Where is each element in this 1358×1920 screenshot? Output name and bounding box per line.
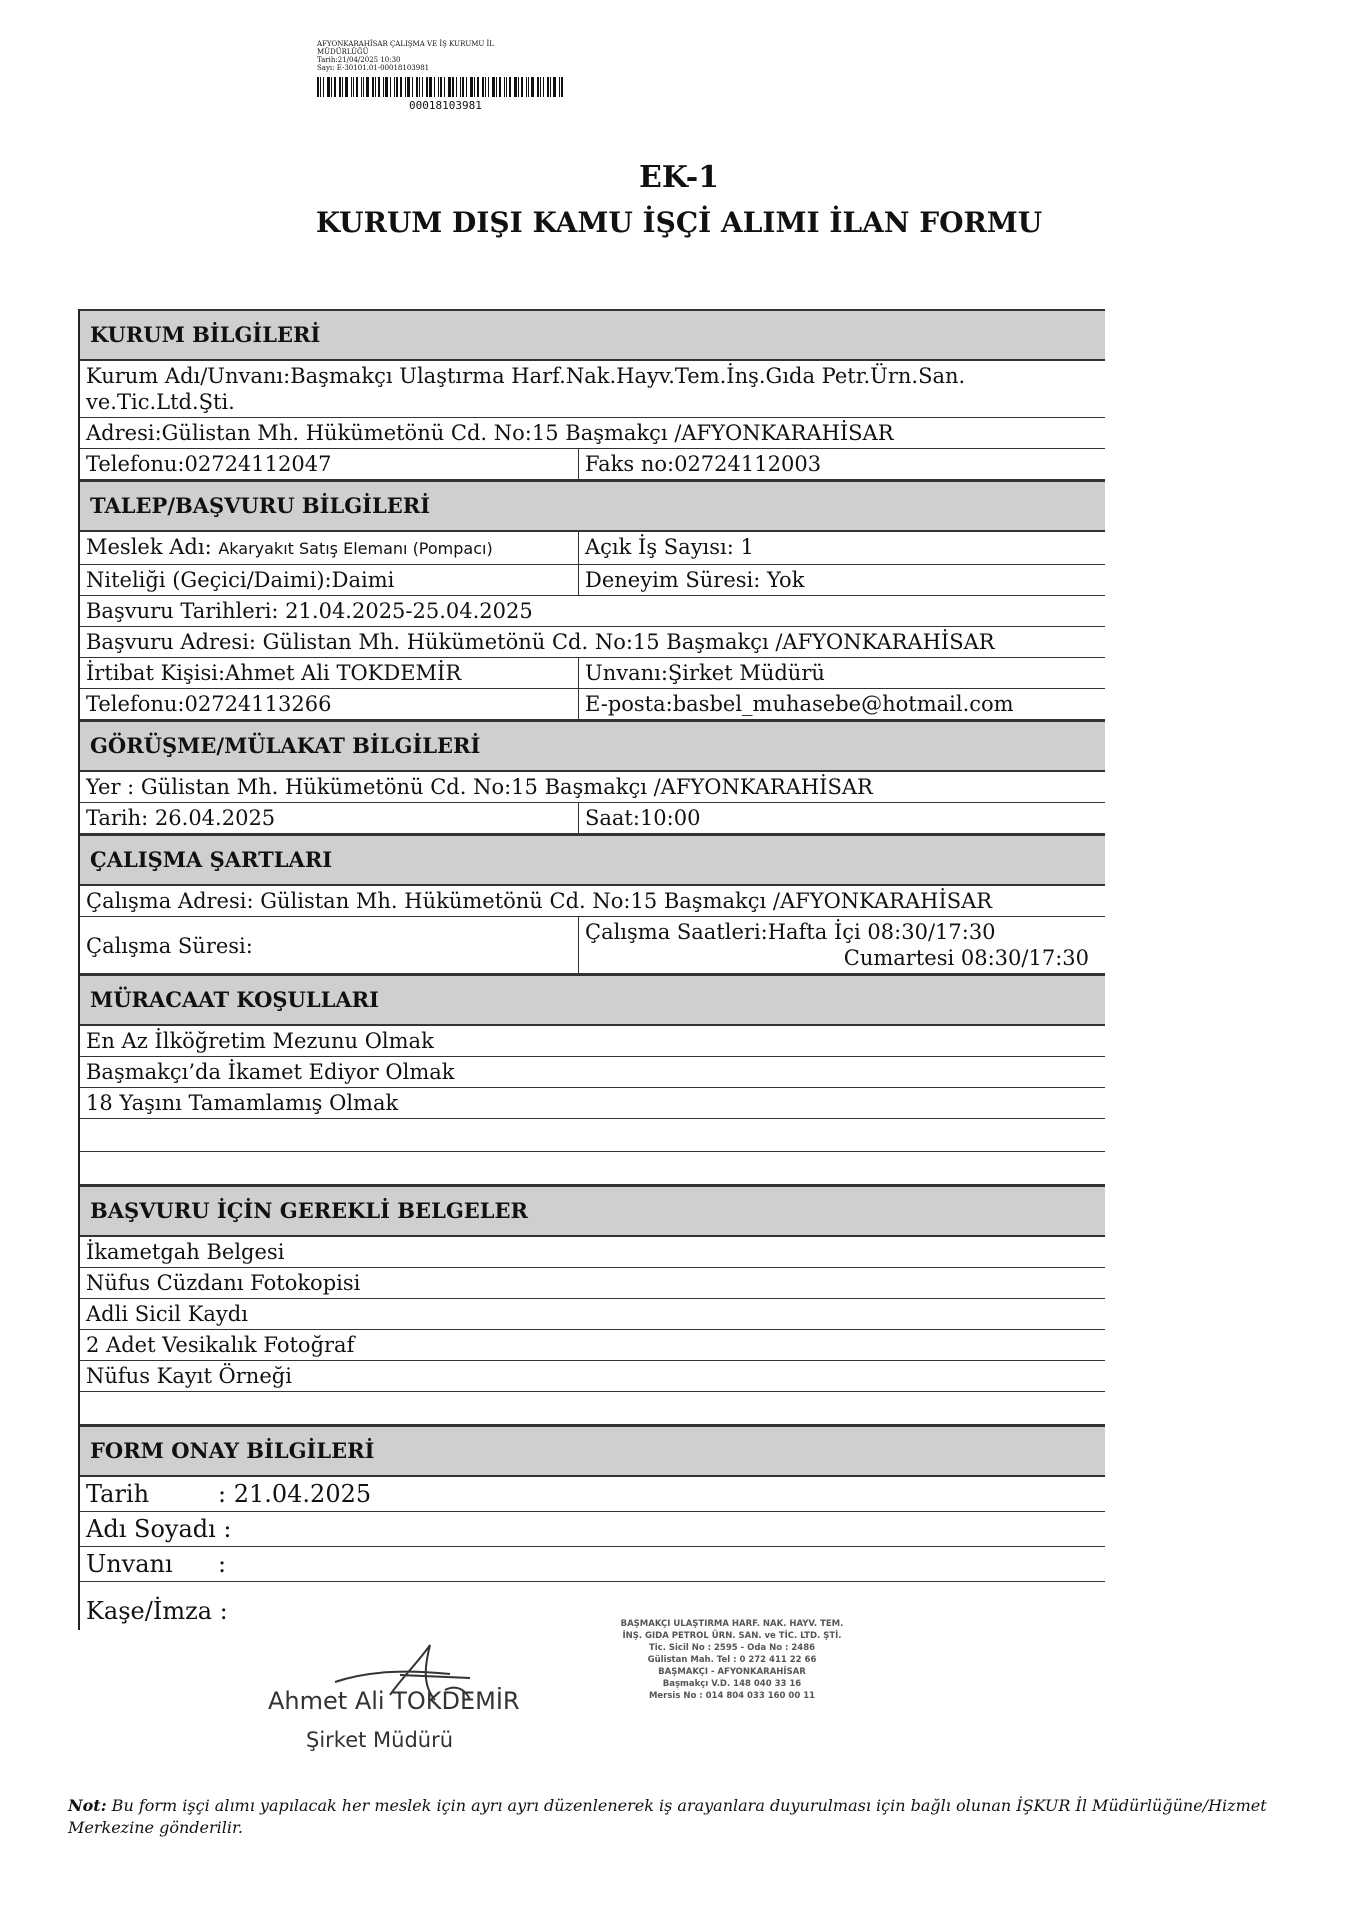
annex-label: EK-1 (638, 160, 720, 195)
barcode-bar (514, 77, 517, 97)
company-stamp-line: BAŞMAKÇI - AFYONKARAHİSAR (658, 1667, 806, 1677)
onay-tarih-value: : 21.04.2025 (218, 1480, 372, 1508)
kurum-name: Kurum Adı/Unvanı:Başmakçı Ulaştırma Harf.Nak.Hayv.Tem.İnş.Gıda Petr.Ürn.San. ve.Tic.Ltd.Şti. (86, 364, 966, 414)
barcode-bar (452, 77, 454, 97)
company-stamp-line: BAŞMAKÇI ULAŞTIRMA HARF. NAK. HAYV. TEM. (620, 1619, 844, 1629)
kurum-fax: Faks no:02724112003 (585, 452, 822, 476)
barcode-bar (327, 77, 330, 97)
belge-item: Nüfus Kayıt Örneği (86, 1364, 292, 1388)
barcode-bar (356, 77, 358, 97)
irtibat-telefon: Telefonu:02724113266 (80, 689, 579, 719)
gorusme-tarih: Tarih: 26.04.2025 (80, 803, 579, 833)
barcode-bar (345, 77, 348, 97)
barcode-bar (521, 77, 523, 97)
barcode-bar (526, 77, 527, 97)
onay-unvan-label: Unvanı (86, 1550, 173, 1578)
stamp-line: Sayı: E-30101.01-00018103981 (317, 64, 430, 72)
company-stamp-line: Tic. Sicil No : 2595 - Oda No : 2486 (648, 1643, 816, 1653)
muracaat-item: En Az İlköğretim Mezunu Olmak (86, 1029, 434, 1053)
barcode-bar (429, 77, 432, 97)
barcode-bar (506, 77, 507, 97)
calisma-adresi: Çalışma Adresi: Gülistan Mh. Hükümetönü Cd. No:15 Başmakçı /AFYONKARAHİSAR (86, 889, 993, 913)
barcode-bar (561, 77, 563, 97)
barcode-bar (405, 77, 406, 97)
kurum-address: Adresi:Gülistan Mh. Hükümetönü Cd. No:15 Başmakçı /AFYONKARAHİSAR (86, 421, 894, 445)
blank-row (80, 1152, 1105, 1185)
barcode-bar (412, 77, 413, 97)
barcode-bar (474, 77, 475, 97)
basvuru-adresi: Başvuru Adresi: Gülistan Mh. Hükümetönü Cd. No:15 Başmakçı /AFYONKARAHİSAR (86, 630, 995, 654)
onay-tarih-label: Tarih (86, 1480, 150, 1508)
section-kurum: KURUM BİLGİLERİ (80, 309, 1105, 361)
blank-row (80, 1119, 1105, 1152)
barcode-bar (531, 77, 534, 97)
barcode-bar (372, 77, 374, 97)
barcode-bar (440, 77, 442, 97)
stamp-line: Tarih:21/04/2025 10:30 (317, 56, 401, 64)
barcode-bar (375, 77, 376, 97)
barcode-bar (550, 77, 551, 97)
barcode-bar (482, 77, 484, 97)
basvuru-tarihleri: Başvuru Tarihleri: 21.04.2025-25.04.2025 (86, 599, 533, 623)
barcode-bar (320, 77, 321, 97)
barcode-bar (361, 77, 362, 97)
company-stamp-line: Mersis No : 014 804 033 160 00 11 (648, 1691, 816, 1701)
barcode-bar (553, 77, 556, 97)
barcode-bar (540, 77, 541, 97)
barcode-bar (363, 77, 364, 97)
section-belgeler: BAŞVURU İÇİN GEREKLİ BELGELER (80, 1185, 1105, 1237)
onay-kase-label: Kaşe/İmza : (86, 1597, 228, 1625)
calisma-saatleri-cumartesi: Cumartesi 08:30/17:30 (843, 946, 1089, 970)
barcode-bar (504, 77, 505, 97)
barcode-number: 00018103981 (409, 99, 482, 112)
irtibat-unvan: Unvanı:Şirket Müdürü (585, 661, 825, 685)
barcode-bar (438, 77, 439, 97)
form-table (78, 309, 1105, 1630)
onay-adsoyad-label: Adı Soyadı : (86, 1515, 232, 1543)
barcode-bar (466, 77, 467, 97)
section-calisma: ÇALIŞMA ŞARTLARI (80, 834, 1105, 886)
barcode-bar (378, 77, 380, 97)
barcode-bar (426, 77, 428, 97)
barcode-bar (419, 77, 420, 97)
barcode-bar (390, 77, 391, 97)
meslek-value: Akaryakıt Satış Elemanı (Pompacı) (218, 539, 493, 558)
section-muracaat: MÜRACAAT KOŞULLARI (80, 974, 1105, 1026)
gorusme-yer: Yer : Gülistan Mh. Hükümetönü Cd. No:15 Başmakçı /AFYONKARAHİSAR (86, 775, 873, 799)
barcode-bar (400, 77, 402, 97)
blank-row (80, 1392, 1105, 1425)
barcode-bar (528, 77, 529, 97)
section-onay: FORM ONAY BİLGİLERİ (80, 1425, 1105, 1477)
barcode-bar (394, 77, 395, 97)
irtibat-eposta: E-posta:basbel_muhasebe@hotmail.com (585, 692, 1014, 716)
barcode-bar (334, 77, 336, 97)
acik-is-sayisi: Açık İş Sayısı: 1 (585, 535, 754, 559)
stamp-line: AFYONKARAHİSAR ÇALIŞMA VE İŞ KURUMU İL (317, 40, 494, 48)
stamp-line: MÜDÜRLÜĞÜ (317, 48, 369, 56)
barcode-bar (366, 77, 369, 97)
barcode-bar (353, 77, 354, 97)
belge-item: Adli Sicil Kaydı (86, 1302, 248, 1326)
footnote (68, 1795, 1268, 1839)
approval-block (80, 1477, 1105, 1630)
handwritten-title: Şirket Müdürü (306, 1728, 454, 1752)
barcode-bar (434, 77, 435, 97)
section-gorusme: GÖRÜŞME/MÜLAKAT BİLGİLERİ (80, 720, 1105, 772)
barcode-bar (331, 77, 332, 97)
barcode-bar (385, 77, 388, 97)
section-talep: TALEP/BAŞVURU BİLGİLERİ (80, 480, 1105, 532)
signature (330, 1640, 490, 1710)
company-stamp-line: Gülistan Mah. Tel : 0 272 411 22 66 (647, 1655, 817, 1665)
document-stamp (317, 40, 597, 112)
footnote-text: Bu form işçi alımı yapılacak her meslek için ayrı ayrı düzenlenerek iş arayanlara duyurulması için bağlı olunan İŞKUR İl Müdürlüğüne/Hizmet Merkezine gönderilir. (68, 1796, 1267, 1837)
barcode-bar (509, 77, 511, 97)
barcode-bar (422, 77, 423, 97)
barcode-bar (543, 77, 544, 97)
barcode-bar (407, 77, 410, 97)
barcode-bar (462, 77, 464, 97)
muracaat-item: 18 Yaşını Tamamlamış Olmak (86, 1091, 399, 1115)
calisma-suresi: Çalışma Süresi: (80, 917, 579, 973)
nitelik: Niteliği (Geçici/Daimi):Daimi (80, 565, 579, 595)
barcode-bar (317, 77, 319, 97)
meslek-label: Meslek Adı: (86, 535, 212, 559)
barcode-bar (492, 77, 495, 97)
barcode-bar (470, 77, 473, 97)
form-title: KURUM DIŞI KAMU İŞÇİ ALIMI İLAN FORMU (315, 206, 1043, 239)
barcode-bar (518, 77, 519, 97)
calisma-saatleri-hafta: Çalışma Saatleri:Hafta İçi 08:30/17:30 (585, 920, 996, 944)
barcode (317, 77, 597, 97)
belge-item: Nüfus Cüzdanı Fotokopisi (86, 1271, 361, 1295)
barcode-bar (416, 77, 418, 97)
barcode-bar (496, 77, 497, 97)
belge-item: 2 Adet Vesikalık Fotoğraf (86, 1333, 355, 1357)
onay-unvan-colon: : (218, 1550, 227, 1578)
barcode-bar (448, 77, 451, 97)
company-stamp (576, 1618, 888, 1702)
kurum-phone: Telefonu:02724112047 (80, 449, 579, 479)
barcode-bar (383, 77, 384, 97)
barcode-bar (323, 77, 324, 97)
barcode-bar (342, 77, 343, 97)
barcode-bar (499, 77, 501, 97)
barcode-bar (488, 77, 489, 97)
footnote-label: Not: (68, 1796, 107, 1815)
barcode-bar (547, 77, 549, 97)
irtibat-kisisi: İrtibat Kişisi:Ahmet Ali TOKDEMİR (80, 658, 579, 688)
meslek-field (80, 532, 579, 564)
barcode-bar (485, 77, 486, 97)
company-stamp-line: Başmakçı V.D. 148 040 33 16 (662, 1679, 802, 1689)
barcode-bar (396, 77, 398, 97)
barcode-bar (339, 77, 341, 97)
barcode-bar (559, 77, 560, 97)
barcode-bar (351, 77, 352, 97)
muracaat-item: Başmakçı’da İkamet Ediyor Olmak (86, 1060, 455, 1084)
barcode-bar (460, 77, 461, 97)
barcode-bar (537, 77, 539, 97)
company-stamp-line: İNŞ. GIDA PETROL ÜRN. SAN. ve TİC. LTD. ŞTİ. (622, 1631, 842, 1641)
belge-item: İkametgah Belgesi (86, 1240, 285, 1264)
calisma-saatleri (579, 917, 1105, 973)
deneyim: Deneyim Süresi: Yok (585, 568, 805, 592)
barcode-bar (444, 77, 445, 97)
handwritten-name: Ahmet Ali TOKDEMİR (268, 1687, 520, 1715)
barcode-bar (477, 77, 479, 97)
gorusme-saat: Saat:10:00 (585, 806, 701, 830)
barcode-bar (456, 77, 457, 97)
